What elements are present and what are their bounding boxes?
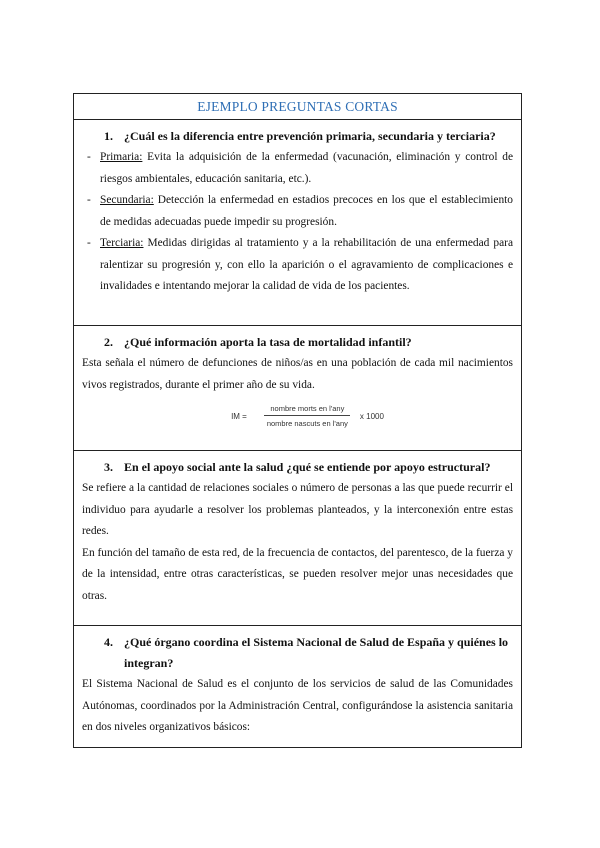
question-text: ¿Cuál es la diferencia entre prevención primaria, secundaria y terciaria? — [124, 129, 496, 143]
question-number: 1. — [104, 129, 113, 143]
question-block-1 — [74, 119, 521, 325]
answer-paragraph: En función del tamaño de esta red, de la frecuencia de contactos, del parentesco, de la fuerza y de la intensidad, entre otras características, se pueden resolver mejor unas necesidades que otras. — [82, 546, 513, 602]
question-number: 2. — [104, 335, 113, 349]
question-block-3 — [74, 450, 521, 625]
question-text: ¿Qué información aporta la tasa de mortalidad infantil? — [124, 335, 412, 349]
dash-bullet: - — [87, 194, 91, 206]
answer-list — [82, 147, 513, 298]
item-text: Evita la adquisición de la enfermedad (vacunación, eliminación y control de riesgos ambientales, educación sanitaria, etc.). — [100, 151, 513, 185]
question-text: ¿Qué órgano coordina el Sistema Nacional de Salud de España y quiénes lo integran? — [124, 635, 509, 670]
dash-bullet: - — [87, 151, 91, 163]
term-secundaria: Secundaria: — [100, 194, 154, 206]
question-number: 4. — [104, 635, 113, 649]
question-block-4 — [74, 625, 521, 747]
question-heading — [82, 457, 513, 478]
answer-paragraph: El Sistema Nacional de Salud es el conjunto de los servicios de salud de las Comunidades Autónomas, coordinados por la Administración Central, configurándose la asistencia sanitaria en dos niveles organizativos básicos: — [82, 678, 513, 733]
formula-fraction — [261, 404, 354, 428]
term-primaria: Primaria: — [100, 151, 143, 163]
list-item — [82, 190, 513, 233]
question-block-2 — [74, 325, 521, 450]
question-number: 3. — [104, 460, 113, 474]
formula-multiplier: x 1000 — [359, 411, 384, 421]
formula-numerator: nombre morts en l'any — [264, 404, 350, 416]
questions-table — [73, 93, 522, 748]
answer-paragraph: Se refiere a la cantidad de relaciones sociales o número de personas a las que puede recurrir el individuo para ayudarle a resolver los problemas planteados, y la interconexión entre estas redes. — [82, 482, 513, 537]
mortality-formula — [102, 404, 513, 428]
formula-lhs: IM = — [231, 411, 247, 421]
answer-paragraph: Esta señala el número de defunciones de niños/as en una población de cada mil nacimientos vivos registrados, durante el primer año de su vida. — [82, 357, 513, 391]
page-title: EJEMPLO PREGUNTAS CORTAS — [197, 99, 398, 114]
item-text: Medidas dirigidas al tratamiento y a la rehabilitación de una enfermedad para ralentizar su progresión y, con ello la aparición o el agravamiento de complicaciones e invalidades e intentando mejorar la calidad de vida de los pacientes. — [100, 237, 513, 292]
question-text: En el apoyo social ante la salud ¿qué se entiende por apoyo estructural? — [124, 460, 491, 474]
list-item — [82, 233, 513, 298]
item-text: Detección la enfermedad en estadios precoces en los que el establecimiento de medidas adecuadas puede impedir su progresión. — [100, 194, 513, 228]
term-terciaria: Terciaria: — [100, 237, 144, 249]
question-heading — [82, 632, 513, 674]
dash-bullet: - — [87, 237, 91, 249]
question-heading — [82, 332, 513, 353]
list-item — [82, 147, 513, 190]
formula-denominator: nombre nascuts en l'any — [266, 419, 348, 428]
question-heading — [82, 126, 513, 147]
